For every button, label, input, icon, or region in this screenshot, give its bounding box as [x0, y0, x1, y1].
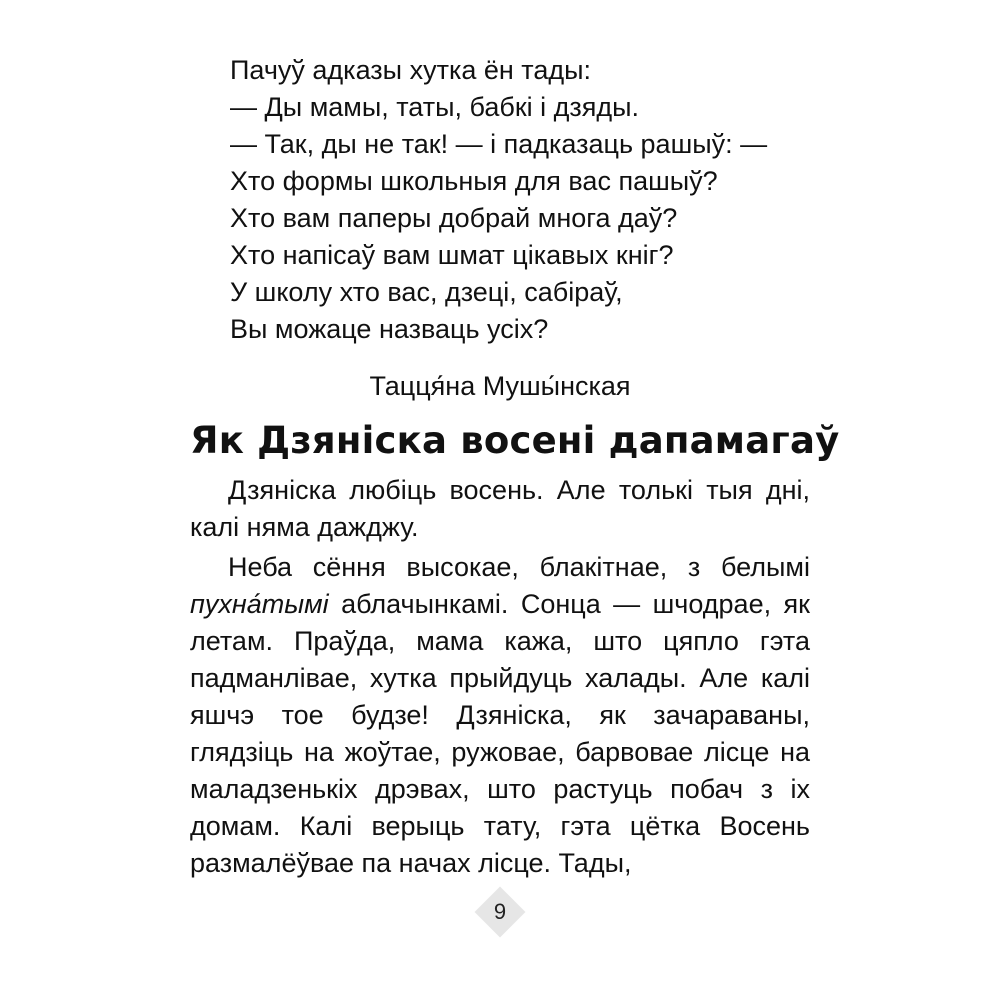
- poem-line: Пачуў адказы хутка ён тады:: [230, 55, 592, 85]
- poem-line: Хто вам паперы добрай многа даў?: [230, 203, 678, 233]
- poem-line: У школу хто вас, дзеці, сабіраў,: [230, 277, 623, 307]
- page-number-badge: [474, 886, 526, 938]
- page-number: 9: [493, 899, 507, 924]
- story-author: Тацця́на Мушы́нская: [369, 371, 631, 401]
- poem-line: — Ды мамы, таты, бабкі і дзяды.: [230, 92, 640, 122]
- poem-line: Хто напісаў вам шмат цікавых кніг?: [230, 240, 674, 270]
- paragraph-text-start: Неба сёння высокае, блакітнае, з белымі: [228, 552, 810, 582]
- poem-line: Хто формы школьныя для вас пашыў?: [230, 166, 718, 196]
- story-paragraph: [190, 549, 810, 882]
- paragraph-text-rest: аблачынкамі. Сонца — шчодрае, як летам. Праўда, мама кажа, што цяпло гэта падманлівае, хутка прыйдуць халады. Але калі яшчэ тое будзе! Дзяніска, як зачараваны, глядзіць на жоўтае, ружовае, барвовае лісце на маладзенькіх дрэвах, што растуць побач з іх домам. Калі верыць тату, гэта цётка Восень размалёўвае па начах лісце. Тады,: [190, 589, 810, 878]
- italic-word: пухна́тымі: [190, 589, 329, 619]
- story-title: Як Дзяніска восені дапамагаў: [190, 419, 840, 462]
- story-text: [190, 472, 810, 885]
- poem-line: — Так, ды не так! — і падказаць рашыў: —: [230, 129, 768, 159]
- story-paragraph: Дзяніска любіць восень. Але толькі тыя дні, калі няма дажджу.: [190, 475, 810, 542]
- poem-line: Вы можаце назваць усіх?: [230, 314, 549, 344]
- poem-stanza: [230, 52, 830, 348]
